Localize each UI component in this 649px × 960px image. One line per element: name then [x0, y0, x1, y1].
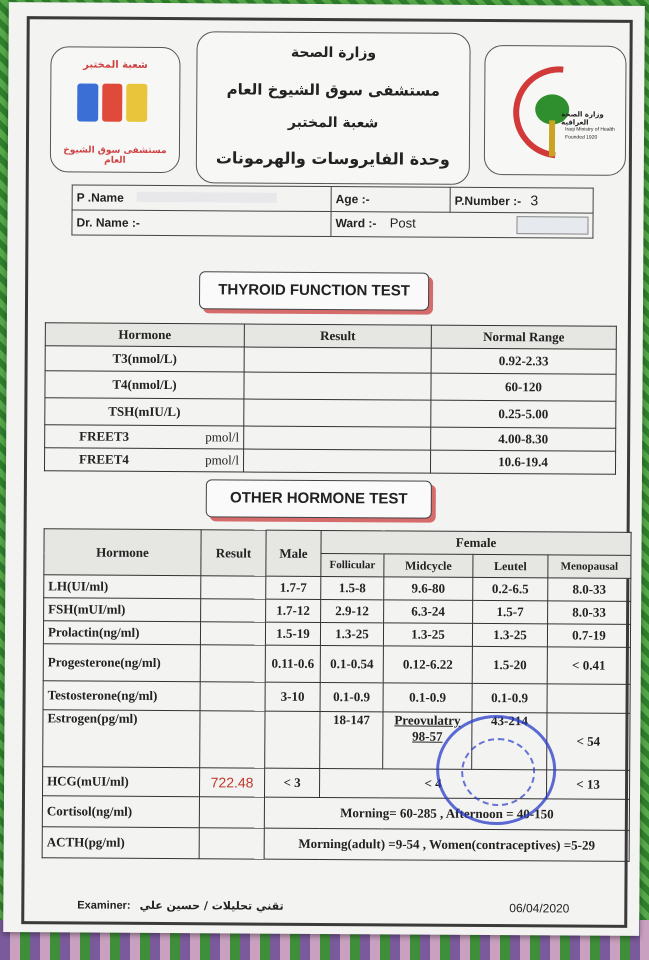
other-row-midcycle: 0.1-0.9 — [383, 683, 472, 713]
ward-label: Ward :- — [335, 216, 377, 231]
thyroid-row-range: 0.25-5.00 — [431, 400, 616, 428]
other-header-male: Male — [266, 530, 321, 576]
moh-logo-year: Founded 1920 — [565, 134, 598, 141]
header-title-box — [196, 31, 471, 185]
other-row-midcycle: Preovulatry 98-57 — [383, 712, 472, 770]
other-header-female: Female — [321, 530, 631, 555]
other-row-name: Testosterone(ng/ml) — [43, 681, 200, 711]
lab-logo-box — [50, 46, 181, 173]
other-row-result — [201, 599, 266, 622]
other-row-leutel: 0.1-0.9 — [472, 683, 547, 712]
cortisol-row-name: Cortisol(ng/ml) — [42, 796, 199, 828]
ministry-title: وزارة الصحة — [290, 44, 377, 62]
hcg-result-value: 722.48 — [199, 768, 264, 797]
thyroid-row-name: T4(nmol/L) — [45, 371, 244, 399]
other-row-menopausal: 8.0-33 — [548, 578, 631, 602]
other-row-follicular: 18-147 — [320, 711, 383, 768]
thyroid-row-name-cell — [44, 448, 243, 472]
other-header-follicular: Follicular — [321, 553, 384, 576]
moh-logo-english: Iraqi Ministry of Health — [565, 126, 615, 133]
other-header-leutel: Leutel — [473, 554, 548, 577]
pnumber-value: 3 — [530, 192, 539, 209]
thyroid-row-name: T3(nmol/L) — [45, 346, 244, 372]
other-row-follicular: 1.5-8 — [321, 576, 384, 599]
cortisol-result — [199, 797, 264, 828]
thyroid-row-range: 10.6-19.4 — [430, 450, 615, 474]
other-row-follicular: 0.1-0.9 — [320, 682, 383, 711]
thyroid-header-hormone: Hormone — [45, 323, 244, 347]
other-row-leutel: 1.5-7 — [473, 600, 548, 623]
palm-trunk-icon — [549, 120, 555, 156]
other-row-menopausal: 0.7-19 — [547, 624, 630, 648]
other-hormone-table — [42, 528, 632, 862]
other-row-male: 1.7-12 — [266, 599, 321, 622]
thyroid-row-name: FREET3 — [79, 428, 130, 444]
other-row-menopausal: < 54 — [547, 713, 630, 771]
other-row-male — [265, 711, 320, 768]
other-row-name: LH(UI/ml) — [44, 575, 201, 599]
other-row-name: Progesterone(ng/ml) — [43, 644, 200, 682]
cortisol-range: Morning= 60-285 , Afternoon = 40-150 — [264, 797, 629, 830]
other-row-male: 1.7-7 — [266, 576, 321, 599]
other-row-menopausal: 8.0-33 — [548, 601, 631, 625]
other-row-midcycle: 1.3-25 — [383, 623, 472, 647]
hcg-menopausal-range: < 13 — [546, 770, 629, 800]
other-row-leutel: 1.5-20 — [472, 646, 547, 683]
age-label: Age :- — [331, 187, 450, 213]
other-row-name: FSH(mUI/ml) — [44, 598, 201, 622]
hcg-female-range: < 4 — [319, 768, 546, 798]
examiner-line — [77, 899, 283, 913]
other-row-midcycle: 6.3-24 — [384, 600, 473, 624]
lab-report-sheet — [3, 2, 645, 936]
patient-name-cell — [72, 185, 331, 212]
other-row-menopausal — [547, 684, 630, 714]
other-hormone-section-title: OTHER HORMONE TEST — [206, 479, 432, 518]
thyroid-row-result — [244, 399, 431, 427]
doctor-label: Dr. Name :- — [72, 210, 331, 237]
other-row-male: 0.11-0.6 — [265, 645, 320, 682]
other-row-midcycle: 9.6-80 — [384, 577, 473, 601]
thyroid-row-name: FREET4 — [79, 451, 129, 467]
other-row-menopausal: < 0.41 — [547, 647, 630, 685]
thyroid-row-range: 60-120 — [431, 373, 616, 401]
thyroid-row-result — [244, 372, 431, 400]
lab-logo-top-text: شعبة المختبر — [83, 59, 148, 71]
ward-box — [516, 216, 588, 234]
thyroid-row-range: 4.00-8.30 — [431, 427, 616, 451]
other-row-result — [200, 711, 265, 768]
thyroid-row-unit: pmol/l — [205, 429, 240, 445]
lab-logo-icon — [77, 83, 147, 121]
other-row-male: 3-10 — [265, 682, 320, 711]
hcg-male-range: < 3 — [264, 768, 319, 797]
thyroid-section-title: THYROID FUNCTION TEST — [199, 271, 429, 310]
thyroid-row-range: 0.92-2.33 — [431, 348, 616, 374]
acth-range: Morning(adult) =9-54 , Women(contraceptives) =5-29 — [264, 828, 629, 861]
other-row-result — [201, 576, 266, 599]
hospital-title: مستشفى سوق الشيوخ العام — [226, 80, 441, 100]
other-row-midcycle: 0.12-6.22 — [383, 646, 472, 684]
thyroid-table — [44, 322, 617, 474]
other-header-hormone: Hormone — [44, 529, 201, 576]
report-date: 06/04/2020 — [509, 901, 570, 916]
thyroid-row-result — [243, 449, 430, 473]
ward-value: Post — [389, 215, 416, 231]
pnumber-cell — [450, 187, 593, 213]
hcg-row-name: HCG(mUI/ml) — [42, 767, 199, 797]
thyroid-header-range: Normal Range — [431, 325, 616, 349]
thyroid-row-name-cell — [45, 425, 244, 449]
pnumber-label: P.Number :- — [454, 193, 522, 209]
other-row-leutel: 0.2-6.5 — [473, 577, 548, 600]
other-row-result — [200, 622, 265, 645]
other-row-result — [200, 645, 265, 682]
acth-row-name: ACTH(pg/ml) — [42, 827, 199, 859]
moh-logo-box — [484, 45, 627, 176]
other-header-result: Result — [201, 530, 266, 576]
other-header-menopausal: Menopausal — [548, 555, 631, 579]
examiner-name: تقني تحليلات / حسين علي — [139, 898, 284, 913]
patient-info-table — [71, 184, 593, 238]
ward-cell — [331, 212, 593, 239]
thyroid-row-unit: pmol/l — [205, 452, 240, 468]
patient-name-redacted — [137, 192, 277, 203]
department-title: شعبة المختبر — [287, 114, 379, 132]
lab-stamp — [436, 715, 557, 826]
thyroid-row-result — [244, 426, 431, 450]
moh-logo-arabic: وزارة الصحة العراقية — [561, 110, 604, 127]
other-header-midcycle: Midcycle — [384, 554, 473, 578]
other-row-result — [200, 682, 265, 711]
thyroid-header-result: Result — [244, 324, 431, 348]
other-row-follicular: 0.1-0.54 — [320, 645, 383, 682]
lab-logo-bottom-text: مستشفى سوق الشيوخ العام — [63, 145, 167, 166]
other-row-follicular: 1.3-25 — [320, 622, 383, 645]
other-row-name: Estrogen(pg/ml) — [43, 710, 200, 768]
thyroid-row-result — [244, 347, 431, 373]
examiner-label: Examiner: — [77, 899, 131, 912]
unit-title: وحدة الفايروسات والهرمونات — [215, 148, 450, 169]
other-row-follicular: 2.9-12 — [321, 599, 384, 622]
patient-name-label: P .Name — [76, 190, 124, 205]
other-row-name: Prolactin(ng/ml) — [43, 621, 200, 645]
other-row-leutel: 1.3-25 — [472, 623, 547, 646]
thyroid-row-name: TSH(mIU/L) — [45, 398, 244, 426]
other-row-male: 1.5-19 — [265, 622, 320, 645]
other-row-leutel: 43-214 — [472, 712, 547, 769]
acth-result — [199, 828, 264, 859]
lab-stamp-inner — [461, 738, 535, 806]
